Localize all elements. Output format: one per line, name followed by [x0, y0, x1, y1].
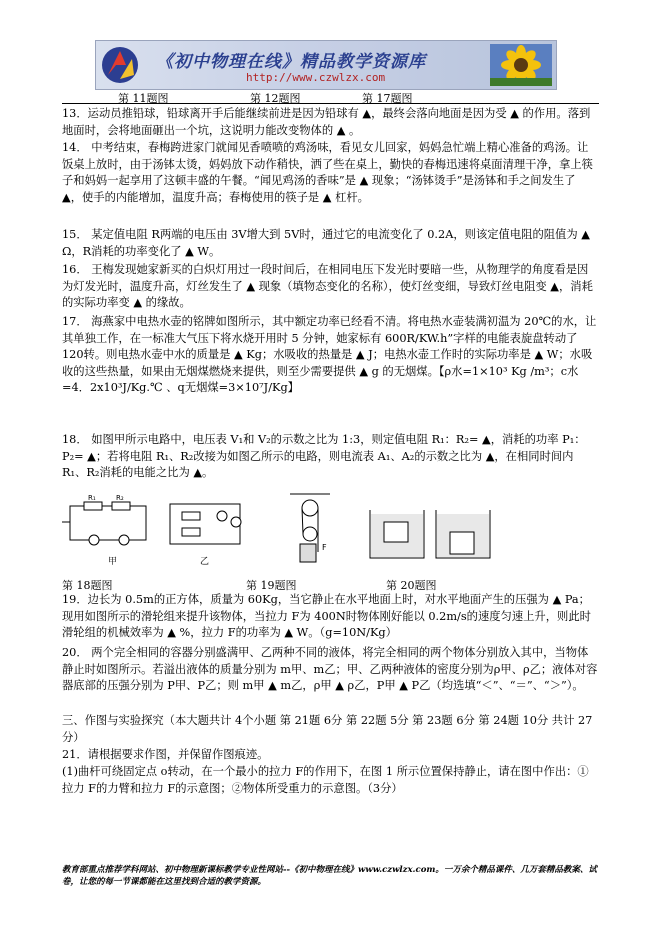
question-18: 18． 如图甲所示电路中，电压表 V₁和 V₂的示数之比为 1:3，则定值电阻 R₁：R₂= ▲，消耗的功率 P₁：P₂= ▲；若将电阻 R₁、R₂改接为如图乙所示的电路，则电流表 A₁、A₂的示数之比为 ▲，在相同时间内 R₁、R₂消耗的电能之比为 ▲。 [62, 433, 586, 479]
header-banner [95, 40, 557, 90]
divider [62, 103, 599, 104]
site-logo-icon [100, 45, 140, 85]
banner-url[interactable]: http://www.czwlzx.com [246, 71, 386, 84]
question-14: 14． 中考结束，春梅跨进家门就闻见香喷喷的鸡汤味，看见女儿回家，妈妈急忙端上精心准备的鸡汤。让饭桌上放时，由于汤钵太烫，妈妈放下动作稍快，洒了些在桌上，勤快的春梅迅速将桌面清理干净，拿上筷子和妈妈一起享用了这顿丰盛的午餐。“闻见鸡汤的香味”是 ▲ 现象；“汤钵烫手”是汤钵和手之间发生了 ▲，使手的内能增加，温度升高；春梅使用的筷子是 ▲ 杠杆。 [62, 141, 593, 204]
caption-fig17: 第 17题图 [362, 92, 413, 105]
banner-title: 《初中物理在线》精品教学资源库 [156, 52, 426, 72]
caption-fig20: 第 20题图 [386, 579, 437, 592]
circuit-jia-figure [62, 502, 146, 545]
figures-row [62, 492, 602, 574]
question-20: 20． 两个完全相同的容器分别盛满甲、乙两种不同的液体，将完全相同的两个物体分别放入其中，当物体静止时如图所示。若溢出液体的质量分别为 m甲、m乙；甲、乙两种液体的密度分别为ρ甲、ρ乙；液体对容器底部的压强分别为 P甲、P乙；则 m甲 ▲ m乙，ρ甲 ▲ ρ乙，P甲 ▲ P乙（均选填“＜”、“＝”、“＞”）。 [62, 646, 598, 692]
containers-figure [370, 510, 490, 558]
sunflower-icon [490, 44, 552, 86]
question-21-part1: (1)曲杆可绕固定点 o转动，在一个最小的拉力 F的作用下，在图 1 所示位置保持静止，请在图中作出：①拉力 F的力臂和拉力 F的示意图；②物体所受重力的示意图。（3分） [62, 765, 589, 795]
caption-fig11: 第 11题图 [118, 92, 169, 105]
caption-fig12: 第 12题图 [250, 92, 301, 105]
label-force-f: F [322, 543, 327, 552]
footer-note: 教育部重点推荐学科网站、初中物理新课标教学专业性网站--《初中物理在线》www.czwlzx.com。一万余个精品课件、几万套精品教案、试卷，让您的每一节课都能在这里找到合适的教学资源。 [62, 865, 597, 887]
question-13: 13．运动员推铅球，铅球离开手后能继续前进是因为铅球有 ▲，最终会落向地面是因为受 ▲ 的作用。落到地面时，会将地面砸出一个坑，这说明力能改变物体的 ▲ 。 [62, 107, 591, 137]
question-21: 21．请根据要求作图，并保留作图痕迹。 [62, 748, 269, 761]
circuit-yi-figure [170, 504, 241, 544]
question-19: 19．边长为 0.5m的正方体，质量为 60Kg，当它静止在水平地面上时，对水平地面产生的压强为 ▲ Pa；现用如图所示的滑轮组来提升该物体，当拉力 F为 400N时物体刚好能以 0.2m/s的速度匀速上升，则此时滑轮组的机械效率为 ▲ %，拉力 F的功率为 ▲ W。（g=10N/Kg） [62, 593, 591, 639]
caption-fig19: 第 19题图 [246, 579, 297, 592]
section-three-heading: 三、作图与实验探究（本大题共计 4个小题 第 21题 6分 第 22题 5分 第 23题 6分 第 24题 10分 共计 27分） [62, 714, 593, 744]
question-15: 15． 某定值电阻 R两端的电压由 3V增大到 5V时，通过它的电流变化了 0.2A，则该定值电阻的阻值为 ▲ Ω，R消耗的功率变化了 ▲ W。 [62, 228, 590, 258]
caption-fig18: 第 18题图 [62, 579, 113, 592]
question-16: 16． 王梅发现她家新买的白炽灯用过一段时间后，在相同电压下发光时要暗一些，从物理学的角度看是因为灯发光时，温度升高，灯丝发生了 ▲ 现象（填物态变化的名称），使灯丝变细，导致灯丝电阻变 ▲，消耗的实际功率变 ▲ 的缘故。 [62, 263, 593, 309]
label-yi: 乙 [200, 557, 210, 567]
label-r1-jia: R₁ [88, 494, 96, 502]
label-r2-jia: R₂ [116, 494, 124, 502]
question-17: 17． 海燕家中电热水壶的铭牌如图所示，其中额定功率已经看不清。将电热水壶装满初温为 20℃的水，让其单独工作，在一标准大气压下将水烧开用时 5 分钟，她家标有 600R/KW.h”字样的电能表旋盘转动了 120转。则电热水壶中水的质量是 ▲ Kg；水吸收的热量是 ▲ J；电热水壶工作时的实际功率是 ▲ W；水吸收的这些热量，如果由无烟煤燃烧来提供，则至少需要提供 ▲ g 的无烟煤。【ρ水=1×10³ Kg /m³；c水=4．2x10³J/Kg.℃ 、q无烟煤=3×10⁷J/Kg】 [62, 315, 597, 394]
label-jia: 甲 [108, 557, 118, 567]
